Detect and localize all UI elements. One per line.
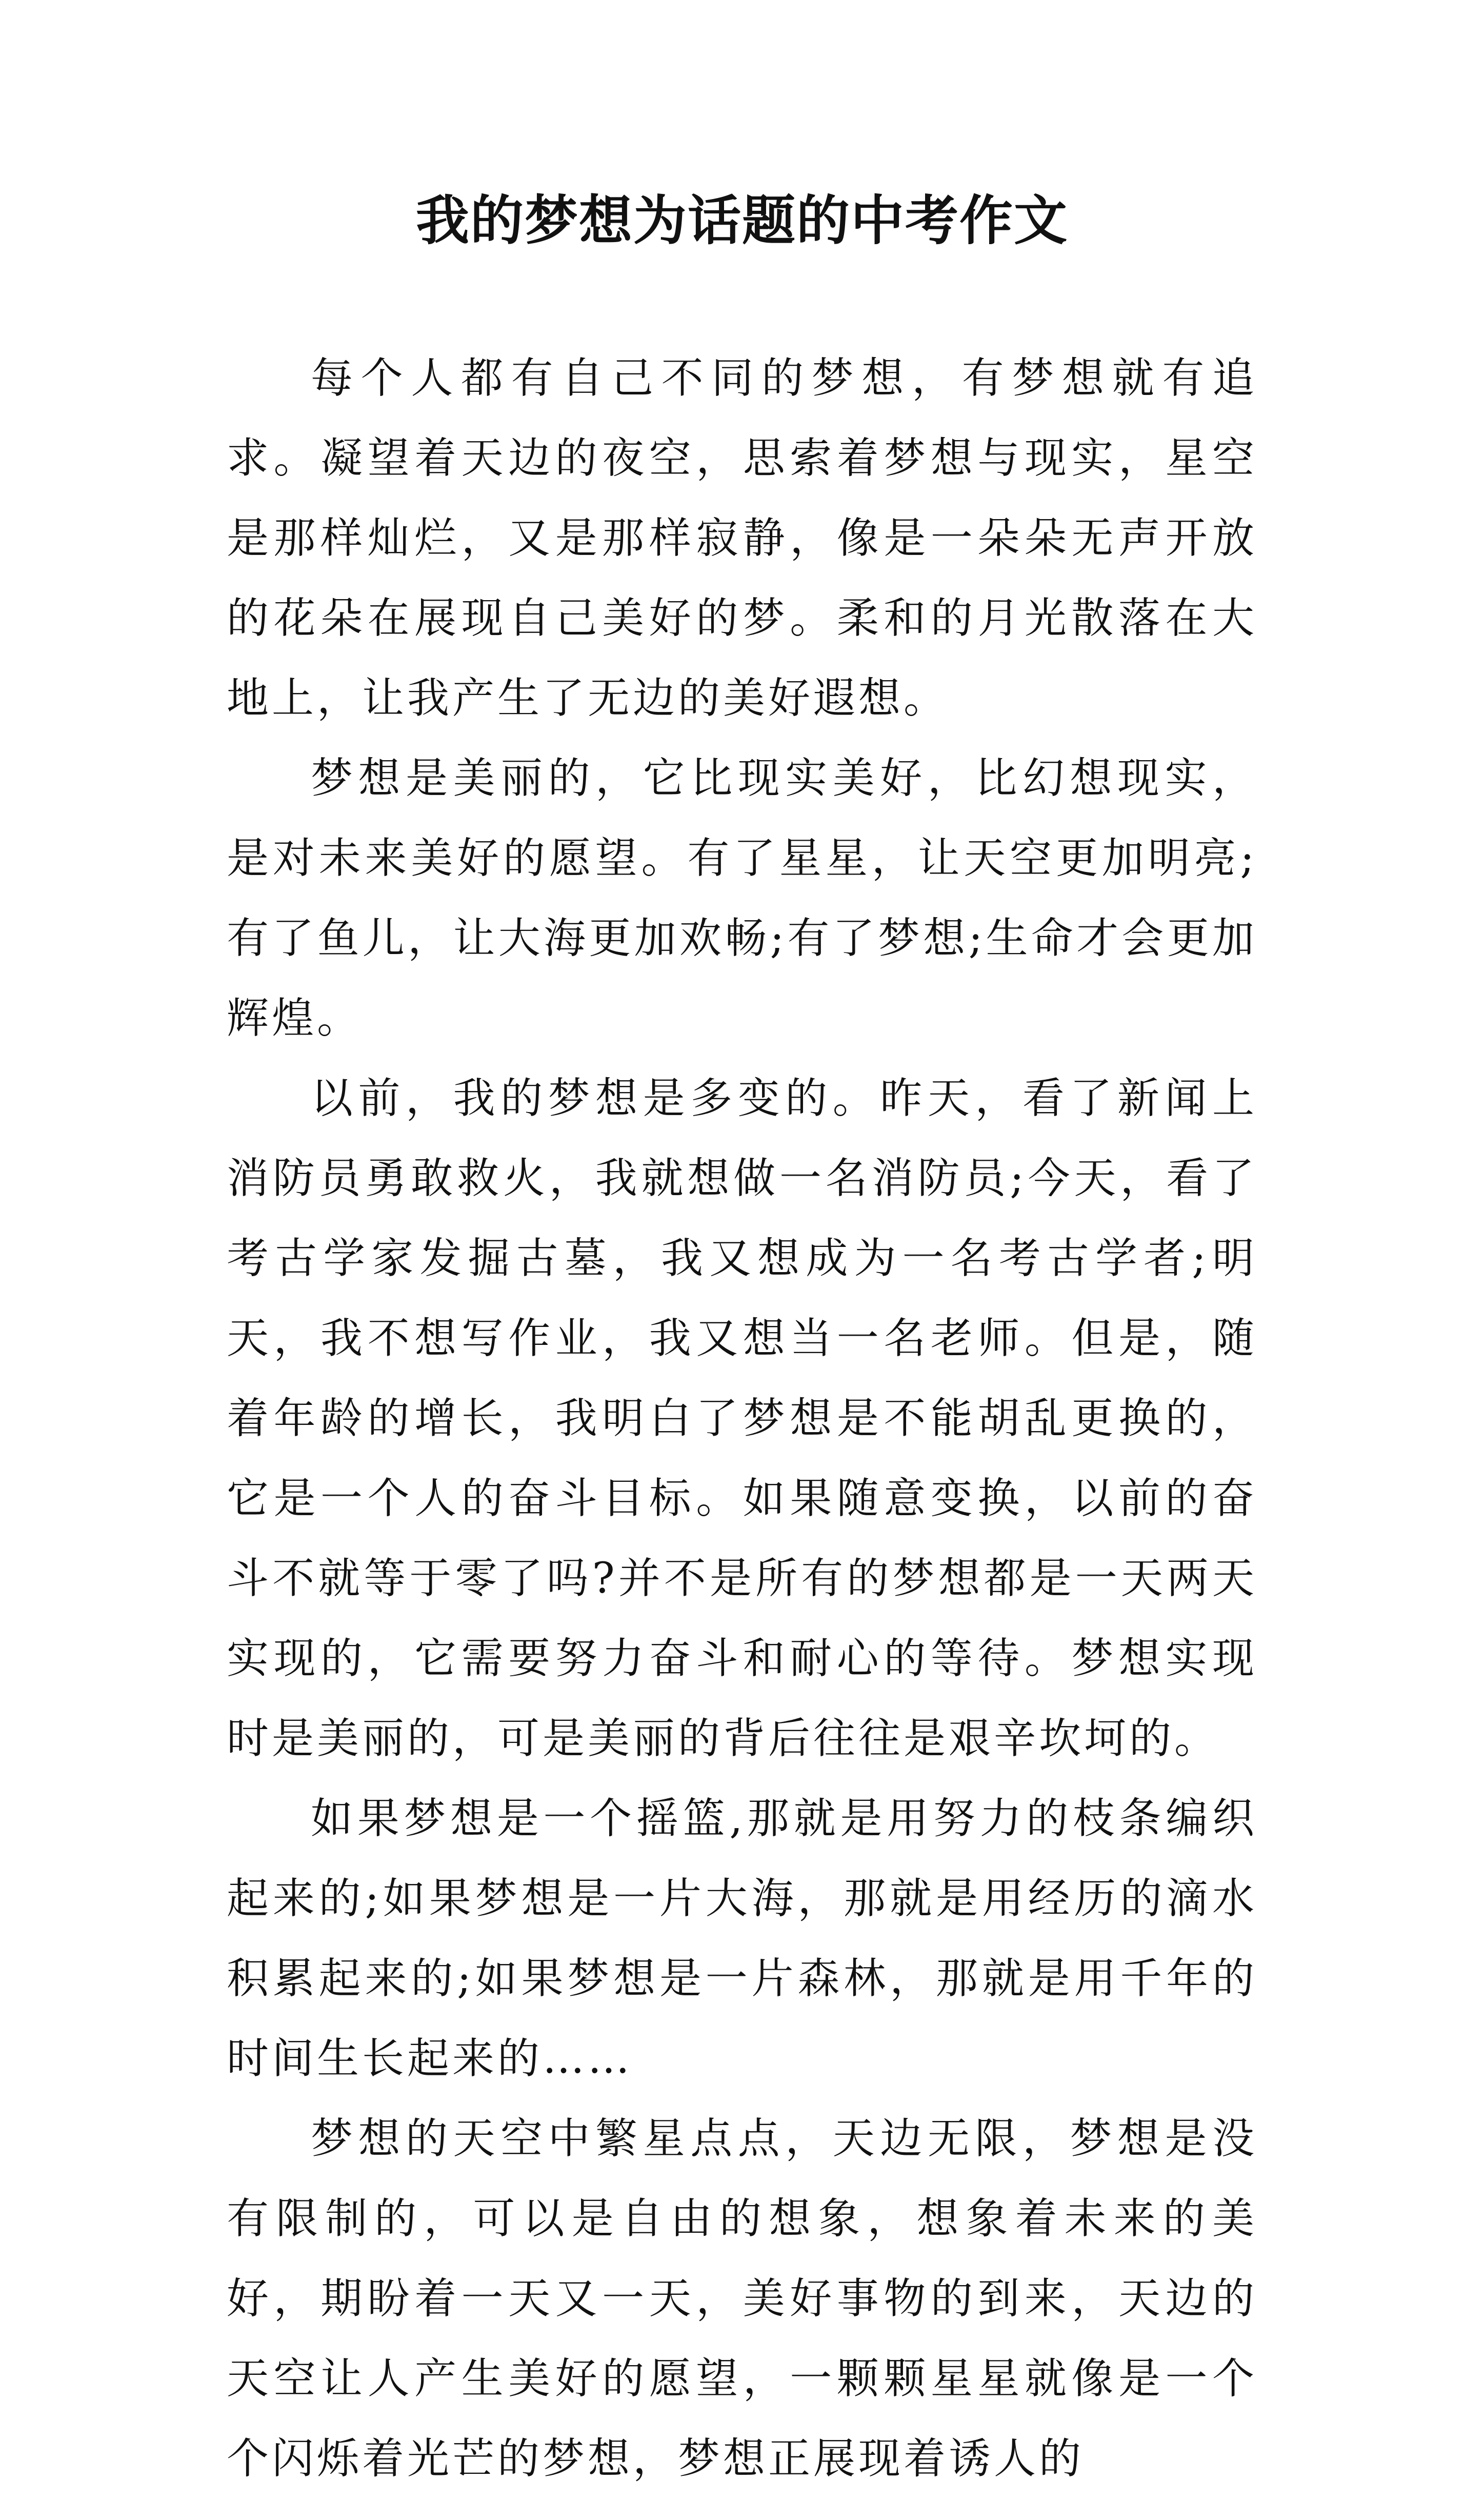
paragraph: 如果梦想是一个摇篮,那就是用努力的枝条编织起来的;如果梦想是一片大海，那就是用经历的滴水积累起来的;如果梦想是一片森林，那就是用千年的时间生长起来的…… — [227, 1794, 1257, 2083]
paragraph: 以前，我的梦想是多变的。昨天，看了新闻上消防员勇敢救火，我就想做一名消防员;今天，看了考古学家发掘古墓，我又想成为一名考古学者;明天，我不想写作业，我又想当一名老师。但是，随着年龄的增长，我明白了梦想是不能胡乱更换的，它是一个人的奋斗目标。如果随意变换，以前的奋斗不就等于零了吗?并不是所有的梦想都是一天两天实现的，它需要努力奋斗和耐心的等待。梦想实现时是美丽的，可是美丽的背后往往是艰辛坎坷的。 — [227, 1074, 1257, 1763]
paragraph: 梦想是美丽的，它比现实美好，比幻想现实，是对未来美好的愿望。有了星星，让天空更加明亮;有了鱼儿，让大海更加欢畅;有了梦想;生命才会更加辉煌。 — [227, 754, 1257, 1043]
paragraph: 梦想的天空中繁星点点，天边无限，梦想是没有限制的，可以是自由的想象，想象着未来的美好，期盼着一天又一天，美好事物的到来，天边的天空让人产生美好的愿望，一颗颗星星就像是一个个闪烁着光芒的梦想，梦想正展现着诱人的 — [227, 2114, 1257, 2483]
document-title: 我的梦想为话题的中考作文 — [415, 189, 1068, 252]
paragraph: 每个人都有自己不同的梦想，有梦想就有追求。凝望着天边的夜空，思索着梦想与现实，星空是那样灿烂，又是那样寂静，像是一朵朵无声开放的花朵在展现自己美好的梦。柔和的月光散落在大地上，让我产生了无边的美好遐想。 — [227, 354, 1257, 723]
document-body — [227, 339, 1257, 2499]
